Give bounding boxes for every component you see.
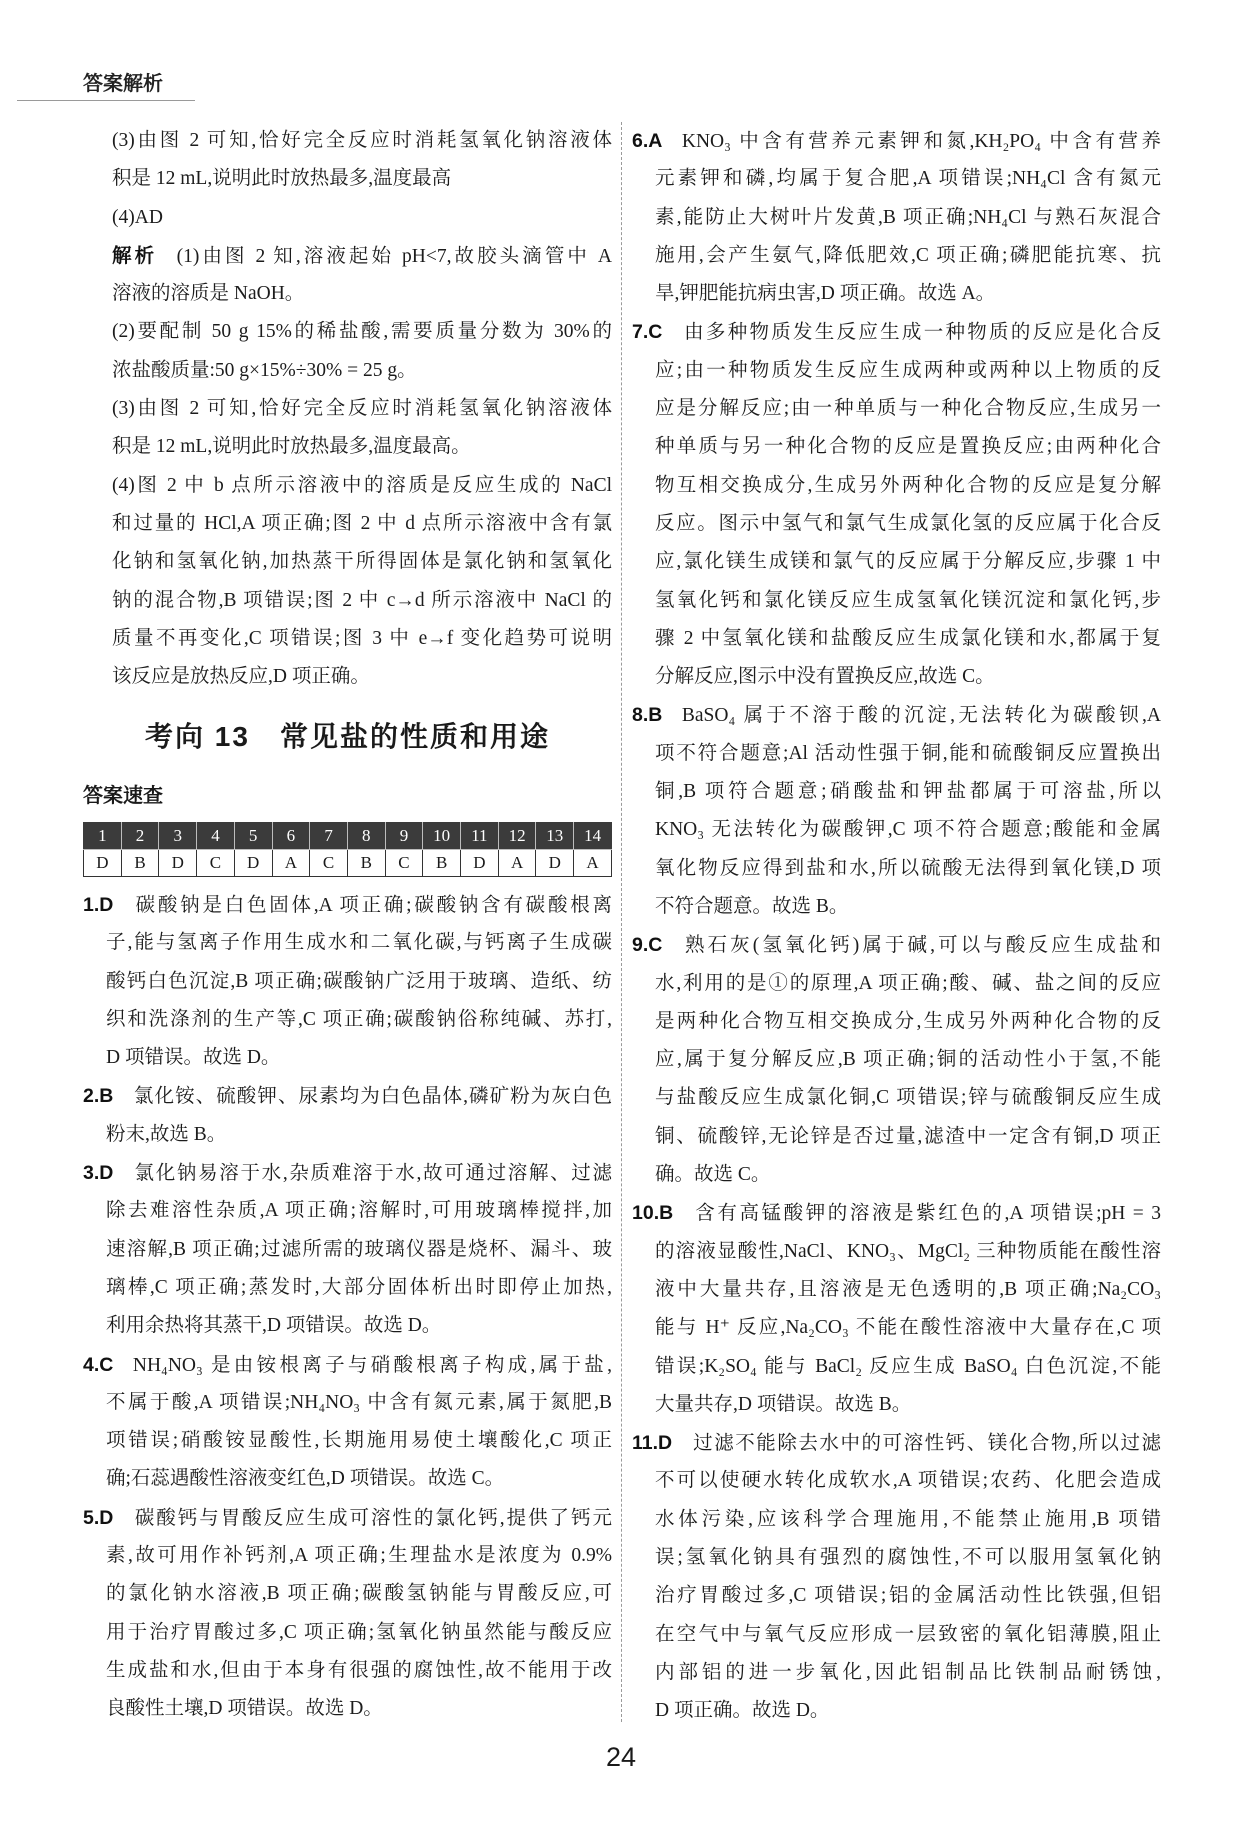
text-line xyxy=(632,275,1161,313)
line-text: 含有高锰酸钾的溶液是紫红色的,A 项错误;pH = 3 xyxy=(692,1203,1161,1225)
answer-table-number-cell: 14 xyxy=(574,823,612,850)
text-line xyxy=(632,965,1161,1003)
text-line xyxy=(632,1233,1161,1271)
line-text: 应;由一种物质发生反应生成两种或两种以上物质的反 xyxy=(655,359,1161,381)
text-line xyxy=(632,1577,1161,1615)
line-text: 液中大量共存,且溶液是无色透明的,B 项正确;Na₂CO₃ xyxy=(655,1278,1161,1300)
text-line xyxy=(632,467,1161,505)
text-line xyxy=(632,1616,1161,1654)
line-text: (1)由图 2 知,溶液起始 pH<7,故胶头滴管中 A xyxy=(176,245,612,267)
line-text: 由多种物质发生反应生成一种物质的反应是化合反 xyxy=(681,322,1161,344)
line-text: 除去难溶性杂质,A 项正确;溶解时,可用玻璃棒搅拌,加 xyxy=(106,1200,612,1222)
answer-table-answer-cell: D xyxy=(84,850,122,877)
answer-table-answer-row xyxy=(84,850,612,877)
item-label: 10.B xyxy=(632,1202,674,1225)
line-text: 氧化物反应得到盐和水,所以硫酸无法得到氧化镁,D 项 xyxy=(655,857,1161,879)
text-line xyxy=(632,1003,1161,1041)
line-text: 物互相交换成分,生成另外两种化合物的反应是复分解 xyxy=(655,474,1161,496)
line-text: 粉末,故选 B。 xyxy=(106,1123,227,1145)
line-text: KNO₃ 中含有营养元素钾和氮,KH₂PO₄ 中含有营养 xyxy=(681,131,1161,152)
text-line xyxy=(632,160,1161,198)
text-line xyxy=(112,390,612,428)
text-line xyxy=(632,1271,1161,1309)
header-rule xyxy=(17,100,195,101)
line-text: 速溶解,B 项正确;过滤所需的玻璃仪器是烧杯、漏斗、玻 xyxy=(106,1238,612,1260)
text-line xyxy=(112,582,612,620)
line-text: KNO₃ 无法转化为碳酸钾,C 项不符合题意;酸能和金属 xyxy=(655,819,1161,841)
line-text: 和过量的 HCl,A 项正确;图 2 中 d 点所示溶液中含有氯 xyxy=(112,512,612,534)
text-line xyxy=(83,1077,612,1115)
text-line xyxy=(83,924,612,962)
text-line xyxy=(83,1499,612,1537)
text-line xyxy=(83,1307,612,1345)
text-line xyxy=(112,428,612,466)
explanation-item xyxy=(112,122,612,199)
line-text: 骤 2 中氢氧化镁和盐酸反应生成氯化镁和水,都属于复 xyxy=(655,627,1161,649)
line-text: 种单质与另一种化合物的反应是置换反应;由两种化合 xyxy=(655,436,1161,458)
line-text: 是两种化合物互相交换成分,生成另外两种化合物的反 xyxy=(655,1010,1161,1032)
line-text: 氯化钠易溶于水,杂质难溶于水,故可通过溶解、过滤 xyxy=(132,1163,612,1185)
answer-table-answer-cell: B xyxy=(347,850,385,877)
text-line xyxy=(632,1194,1161,1232)
answer-table-number-cell: 6 xyxy=(272,823,310,850)
line-text: 不符合题意。故选 B。 xyxy=(655,895,849,917)
text-line xyxy=(83,1039,612,1077)
line-text: 酸钙白色沉淀,B 项正确;碳酸钠广泛用于玻璃、造纸、纺 xyxy=(106,970,612,992)
text-line xyxy=(632,352,1161,390)
text-line xyxy=(632,1348,1161,1386)
text-line xyxy=(632,1079,1161,1117)
text-line xyxy=(112,543,612,581)
explanation-item xyxy=(112,467,612,697)
line-text: 确。故选 C。 xyxy=(655,1164,771,1186)
text-line xyxy=(112,313,612,351)
answer-table-answer-cell: B xyxy=(121,850,159,877)
line-text: 施用,会产生氨气,降低肥效,C 项正确;磷肥能抗寒、抗 xyxy=(655,244,1161,266)
text-line xyxy=(83,1269,612,1307)
line-text: 璃棒,C 项正确;蒸发时,大部分固体析出时即停止加热, xyxy=(106,1276,612,1298)
text-line xyxy=(83,1690,612,1728)
line-text: 水,利用的是①的原理,A 项正确;酸、碱、盐之间的反应 xyxy=(655,972,1161,994)
item-label: 1.D xyxy=(83,894,114,916)
explanation-item xyxy=(632,696,1161,926)
answer-table-answer-cell: C xyxy=(310,850,348,877)
text-line xyxy=(632,658,1161,696)
text-line xyxy=(83,963,612,1001)
line-text: 浓盐酸质量:50 g×15%÷30% = 25 g。 xyxy=(112,359,417,381)
answer-table-number-cell: 9 xyxy=(385,823,423,850)
text-line xyxy=(83,1346,612,1384)
text-line xyxy=(632,1156,1161,1194)
text-line xyxy=(632,1309,1161,1347)
text-line xyxy=(632,1424,1161,1462)
explanation-item xyxy=(83,1154,612,1345)
text-line xyxy=(632,543,1161,581)
item-label: 11.D xyxy=(632,1432,673,1455)
answer-table-answer-cell: C xyxy=(197,850,235,877)
text-line xyxy=(632,122,1161,160)
line-text: 反应。图示中氢气和氯气生成氯化氢的反应属于化合反 xyxy=(655,512,1161,534)
text-line xyxy=(83,1614,612,1652)
text-line xyxy=(112,160,612,198)
line-text: 的氯化钠水溶液,B 项正确;碳酸氢钠能与胃酸反应,可 xyxy=(106,1583,612,1605)
explanation-item xyxy=(83,1077,612,1154)
text-line xyxy=(83,1192,612,1230)
text-line xyxy=(83,886,612,924)
line-text: D 项正确。故选 D。 xyxy=(655,1700,830,1722)
explanation-item xyxy=(632,926,1161,1194)
page-number: 24 xyxy=(605,1742,637,1772)
answer-table-number-cell: 12 xyxy=(498,823,536,850)
text-line xyxy=(632,773,1161,811)
answer-table-answer-cell: D xyxy=(461,850,499,877)
line-text: 铜、硫酸锌,无论锌是否过量,滤渣中一定含有铜,D 项正 xyxy=(655,1125,1161,1147)
line-text: 碳酸钙与胃酸反应生成可溶性的氯化钙,提供了钙元 xyxy=(132,1507,612,1529)
line-text: NH₄NO₃ 是由铵根离子与硝酸根离子构成,属于盐, xyxy=(132,1354,612,1376)
text-line xyxy=(632,1118,1161,1156)
left-explanations xyxy=(83,886,612,1729)
text-line xyxy=(632,390,1161,428)
item-label: 5.D xyxy=(83,1506,114,1529)
item-label: 2.B xyxy=(83,1085,114,1108)
line-text: 水体污染,应该科学合理施用,不能禁止施用,B 项错 xyxy=(655,1508,1161,1530)
item-label: 8.B xyxy=(632,704,663,727)
text-line xyxy=(632,696,1161,734)
answer-table-answer-cell: A xyxy=(272,850,310,877)
answer-table-number-cell: 3 xyxy=(159,823,197,850)
text-line xyxy=(112,199,612,237)
item-label: 解析 xyxy=(112,244,158,267)
text-line xyxy=(83,1460,612,1498)
quick-check-title: 答案速查 xyxy=(83,785,163,807)
text-line xyxy=(112,237,612,275)
explanation-item xyxy=(632,313,1161,696)
line-text: 化钠和氢氧化钠,加热蒸干所得固体是氯化钠和氢氧化 xyxy=(112,551,612,573)
text-line xyxy=(83,1384,612,1422)
line-text: 氢氧化钙和氯化镁反应生成氢氧化镁沉淀和氯化钙,步 xyxy=(655,589,1161,611)
line-text: 能与 H⁺ 反应,Na₂CO₃ 不能在酸性溶液中大量存在,C 项 xyxy=(655,1317,1161,1339)
answer-table-number-cell: 1 xyxy=(84,823,122,850)
line-text: 过滤不能除去水中的可溶性钙、镁化合物,所以过滤 xyxy=(691,1433,1161,1455)
text-line xyxy=(83,1116,612,1154)
explanation-item xyxy=(632,122,1161,313)
line-text: 项错误;硝酸铵显酸性,长期施用易使土壤酸化,C 项正 xyxy=(106,1430,612,1452)
line-text: 应,氯化镁生成镁和氯气的反应属于分解反应,步骤 1 中 xyxy=(655,551,1161,573)
text-line xyxy=(83,1231,612,1269)
line-text: (2)要配制 50 g 15%的稀盐酸,需要质量分数为 30%的 xyxy=(112,321,612,343)
line-text: 铜,B 项符合题意;硝酸盐和钾盐都属于可溶盐,所以 xyxy=(655,781,1161,803)
line-text: 溶液的溶质是 NaOH。 xyxy=(112,283,305,305)
line-text: 分解反应,图示中没有置换反应,故选 C。 xyxy=(655,666,995,688)
line-text: 素,故可用作补钙剂,A 项正确;生理盐水是浓度为 0.9% xyxy=(106,1545,612,1567)
explanation-item xyxy=(112,237,612,314)
line-text: (3)由图 2 可知,恰好完全反应时消耗氢氧化钠溶液体 xyxy=(112,130,612,151)
item-label: 7.C xyxy=(632,321,663,344)
text-line xyxy=(632,735,1161,773)
answer-table-number-cell: 8 xyxy=(347,823,385,850)
line-text: 项不符合题意;Al 活动性强于铜,能和硫酸铜反应置换出 xyxy=(655,742,1161,764)
answer-table-answer-cell: D xyxy=(159,850,197,877)
line-text: (4)AD xyxy=(112,206,163,228)
text-line xyxy=(632,850,1161,888)
continued-answer-block xyxy=(112,122,612,696)
text-line xyxy=(112,467,612,505)
section-title-text: 考向 13 常见盐的性质和用途 xyxy=(145,721,550,752)
line-text: 应,属于复分解反应,B 项正确;铜的活动性小于氢,不能 xyxy=(655,1049,1161,1071)
text-line xyxy=(632,1539,1161,1577)
explanation-item xyxy=(112,390,612,467)
text-line xyxy=(632,1501,1161,1539)
explanation-item xyxy=(632,1424,1161,1730)
explanation-item xyxy=(83,1499,612,1729)
line-text: BaSO₄ 属于不溶于酸的沉淀,无法转化为碳酸钡,A xyxy=(681,705,1161,727)
line-text: 内部铝的进一步氧化,因此铝制品比铁制品耐锈蚀, xyxy=(655,1661,1161,1683)
line-text: 的溶液显酸性,NaCl、KNO₃、MgCl₂ 三种物质能在酸性溶 xyxy=(655,1240,1161,1262)
text-line xyxy=(632,811,1161,849)
line-text: 不属于酸,A 项错误;NH₄NO₃ 中含有氮元素,属于氮肥,B xyxy=(106,1391,612,1413)
text-line xyxy=(83,1537,612,1575)
text-line xyxy=(632,926,1161,964)
item-label: 3.D xyxy=(83,1162,114,1185)
line-text: 错误;K₂SO₄ 能与 BaCl₂ 反应生成 BaSO₄ 白色沉淀,不能 xyxy=(655,1355,1161,1377)
answer-table-answer-cell: C xyxy=(385,850,423,877)
explanation-item xyxy=(83,1346,612,1499)
line-text: 用于治疗胃酸过多,C 项正确;氢氧化钠虽然能与酸反应 xyxy=(106,1621,612,1643)
answer-table-number-cell: 4 xyxy=(197,823,235,850)
text-line xyxy=(632,428,1161,466)
answer-table-number-cell: 5 xyxy=(234,823,272,850)
text-line xyxy=(632,620,1161,658)
text-line xyxy=(112,620,612,658)
right-explanations xyxy=(632,122,1161,1730)
line-text: 熟石灰(氢氧化钙)属于碱,可以与酸反应生成盐和 xyxy=(681,935,1161,957)
text-line xyxy=(112,658,612,696)
text-line xyxy=(632,237,1161,275)
line-text: (3)由图 2 可知,恰好完全反应时消耗氢氧化钠溶液体 xyxy=(112,398,612,420)
line-text: 氯化铵、硫酸钾、尿素均为白色晶体,磷矿粉为灰白色 xyxy=(132,1086,612,1108)
line-text: D 项错误。故选 D。 xyxy=(106,1047,281,1069)
text-line xyxy=(632,199,1161,237)
explanation-item xyxy=(83,886,612,1077)
text-line xyxy=(632,1654,1161,1692)
answer-table-number-row xyxy=(84,823,612,850)
answer-table-answer-cell: A xyxy=(498,850,536,877)
answer-table-number-cell: 11 xyxy=(461,823,499,850)
line-text: 确;石蕊遇酸性溶液变红色,D 项错误。故选 C。 xyxy=(106,1468,505,1490)
text-line xyxy=(632,888,1161,926)
line-text: 元素钾和磷,均属于复合肥,A 项错误;NH₄Cl 含有氮元 xyxy=(655,168,1161,190)
text-line xyxy=(632,505,1161,543)
text-line xyxy=(112,275,612,313)
line-text: 碳酸钠是白色固体,A 项正确;碳酸钠含有碳酸根离 xyxy=(132,895,612,916)
line-text: 治疗胃酸过多,C 项错误;铝的金属活动性比铁强,但铝 xyxy=(655,1585,1161,1607)
line-text: 积是 12 mL,说明此时放热最多,温度最高。 xyxy=(112,436,471,458)
text-line xyxy=(83,1652,612,1690)
line-text: (4)图 2 中 b 点所示溶液中的溶质是反应生成的 NaCl xyxy=(112,474,612,496)
answer-table-number-cell: 10 xyxy=(423,823,461,850)
text-line xyxy=(83,1575,612,1613)
text-line xyxy=(83,1422,612,1460)
item-label: 4.C xyxy=(83,1353,114,1376)
text-line xyxy=(112,122,612,160)
line-text: 利用余热将其蒸干,D 项错误。故选 D。 xyxy=(106,1315,442,1337)
text-line xyxy=(112,352,612,390)
text-line xyxy=(632,1386,1161,1424)
line-text: 钠的混合物,B 项错误;图 2 中 c→d 所示溶液中 NaCl 的 xyxy=(112,589,612,611)
line-text: 应是分解反应;由一种单质与一种化合物反应,生成另一 xyxy=(655,398,1161,420)
column-divider xyxy=(621,122,622,1722)
explanation-item xyxy=(632,1194,1161,1424)
item-label: 9.C xyxy=(632,934,663,957)
item-label: 6.A xyxy=(632,130,663,152)
line-text: 良酸性土壤,D 项错误。故选 D。 xyxy=(106,1698,383,1720)
line-text: 生成盐和水,但由于本身有很强的腐蚀性,故不能用于改 xyxy=(106,1659,612,1681)
line-text: 不可以使硬水转化成软水,A 项错误;农药、化肥会造成 xyxy=(655,1470,1161,1492)
explanation-item xyxy=(112,199,612,237)
line-text: 该反应是放热反应,D 项正确。 xyxy=(112,666,370,688)
line-text: 织和洗涤剂的生产等,C 项正确;碳酸钠俗称纯碱、苏打, xyxy=(106,1008,612,1030)
line-text: 大量共存,D 项错误。故选 B。 xyxy=(655,1393,912,1415)
line-text: 质量不再变化,C 项错误;图 3 中 e→f 变化趋势可说明 xyxy=(112,627,612,649)
explanation-item xyxy=(112,313,612,390)
answer-table-number-cell: 7 xyxy=(310,823,348,850)
line-text: 素,能防止大树叶片发黄,B 项正确;NH₄Cl 与熟石灰混合 xyxy=(655,206,1161,228)
text-line xyxy=(83,1001,612,1039)
running-header xyxy=(83,71,163,97)
line-text: 与盐酸反应生成氯化铜,C 项错误;锌与硫酸铜反应生成 xyxy=(655,1087,1161,1109)
answer-table-number-cell: 2 xyxy=(121,823,159,850)
line-text: 积是 12 mL,说明此时放热最多,温度最高 xyxy=(112,168,452,190)
section-title xyxy=(83,718,612,756)
text-line xyxy=(632,1041,1161,1079)
running-header-title: 答案解析 xyxy=(83,73,163,95)
answer-table-number-cell: 13 xyxy=(536,823,574,850)
text-line xyxy=(83,1154,612,1192)
line-text: 在空气中与氧气反应形成一层致密的氧化铝薄膜,阻止 xyxy=(655,1623,1161,1645)
text-line xyxy=(632,1462,1161,1500)
text-line xyxy=(632,1692,1161,1730)
answer-table-answer-cell: D xyxy=(536,850,574,877)
text-line xyxy=(632,313,1161,351)
answer-table xyxy=(83,822,612,877)
line-text: 误;氢氧化钠具有强烈的腐蚀性,不可以服用氢氧化钠 xyxy=(655,1546,1161,1568)
text-line xyxy=(632,582,1161,620)
answer-table-answer-cell: B xyxy=(423,850,461,877)
line-text: 子,能与氢离子作用生成水和二氧化碳,与钙离子生成碳 xyxy=(106,932,612,954)
line-text: 旱,钾肥能抗病虫害,D 项正确。故选 A。 xyxy=(655,283,996,305)
text-line xyxy=(112,505,612,543)
answer-table-answer-cell: D xyxy=(234,850,272,877)
answer-table-answer-cell: A xyxy=(574,850,612,877)
